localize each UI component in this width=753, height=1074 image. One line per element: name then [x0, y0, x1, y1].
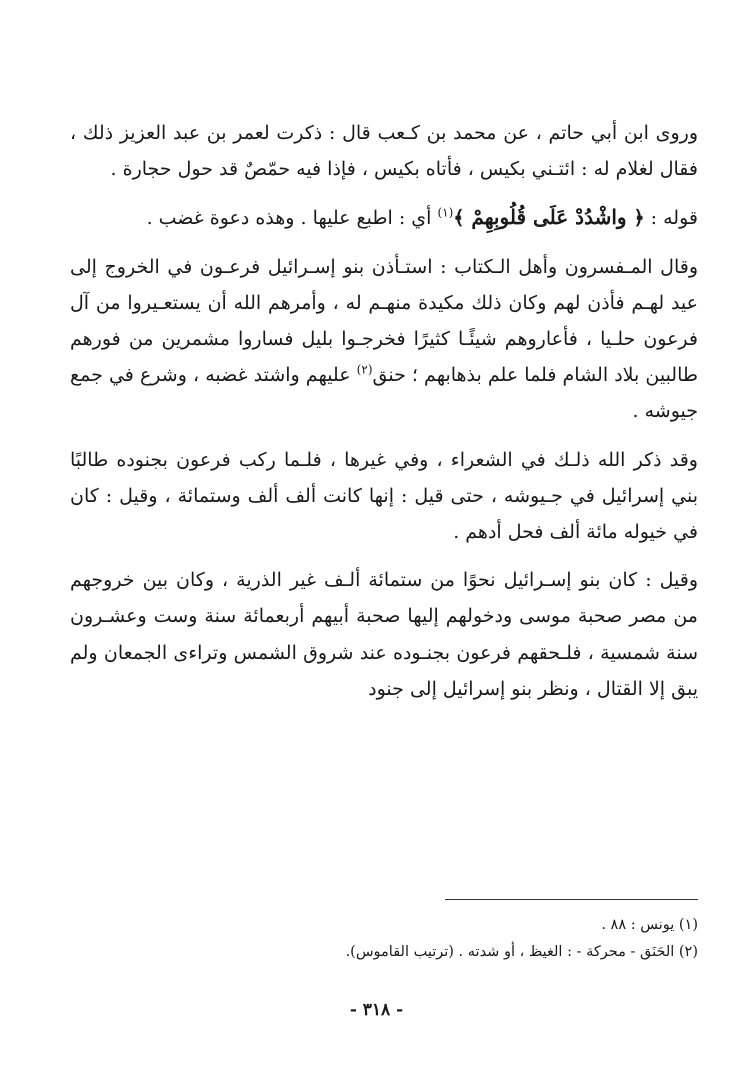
paragraph-2-text-b: عليهم واشتد غضبه ، وشرع في جمع جيوشه .: [70, 364, 698, 423]
page-number: - ٣١٨ -: [349, 1000, 404, 1020]
footnote-2: (٢) الحَنَق - محركة - : الغيظ ، أو شدته . (ترتيب القاموس).: [345, 944, 698, 960]
quran-bracket-close: ﴾: [453, 207, 465, 230]
paragraph-3: وقد ذكر الله ذلـك في الشعراء ، وفي غيرها ، فلـما ركب فرعون بجنوده طالبًا بني إسرائيل في جـيوشه ، حتى قيل : إنها كانت ألف ألف وستمائة ، وقيل : كان في خيوله مائة ألف فحل أدهم .: [70, 448, 698, 544]
paragraph-verse: [70, 199, 698, 236]
footnote-1: (١) يونس : ٨٨ .: [601, 917, 698, 933]
quran-verse: واشْدُدْ عَلَى قُلُوبِهِمْ: [464, 205, 634, 230]
verse-intro: قوله :: [644, 207, 698, 230]
verse-explanation: أي : اطبع عليها . وهذه دعوة غضب .: [146, 207, 438, 230]
paragraph-2: [70, 249, 698, 430]
paragraph-4: وقيل : كان بنو إسـرائيل نحوًا من ستمائة ألـف غير الذرية ، وكان بين خروجهم من مصر صحبة موسى ودخولهم إليها صحبة أبيهم أربعمائة سنة وست وعشـرون سنة شمسية ، فلـحقهم فرعون بجنـوده عند شروق الشمس وتراءى الجمعان ولم يبق إلا القتال ، ونظر بنو إسرائيل إلى جنود: [70, 569, 698, 700]
main-text: [70, 115, 698, 707]
paragraph-2-text-a: وقال المـفسرون وأهل الـكتاب : استـأذن بنو إسـرائيل فرعـون في الخروج إلى عيد لهـم فأذن لهم وكان ذلك مكيدة منهـم له ، وأمرهم الله أن يستعـيروا من آل فرعون حلـيا ، فأعاروهم شيئًـا كثيرًا فخرجـوا بليل فساروا مشمرين من فورهم طالبين بلاد الشام فلما علم بذهابهم ؛ حنق: [70, 255, 699, 387]
quran-bracket-open: ﴿: [633, 207, 645, 230]
paragraph-1: وروى ابن أبي حاتم ، عن محمد بن كـعب قال : ذكرت لعمر بن عبد العزيز ذلك ، فقال لغلام له : ائتـني بكيس ، فأتاه بكيس ، فإذا فيه حمّصٌ قد حول حجارة .: [70, 122, 698, 181]
footnote-ref-1[interactable]: (١): [437, 206, 454, 221]
footnotes: [70, 912, 698, 966]
footnote-ref-2[interactable]: (٢): [356, 362, 373, 377]
footnote-divider: [445, 899, 698, 900]
